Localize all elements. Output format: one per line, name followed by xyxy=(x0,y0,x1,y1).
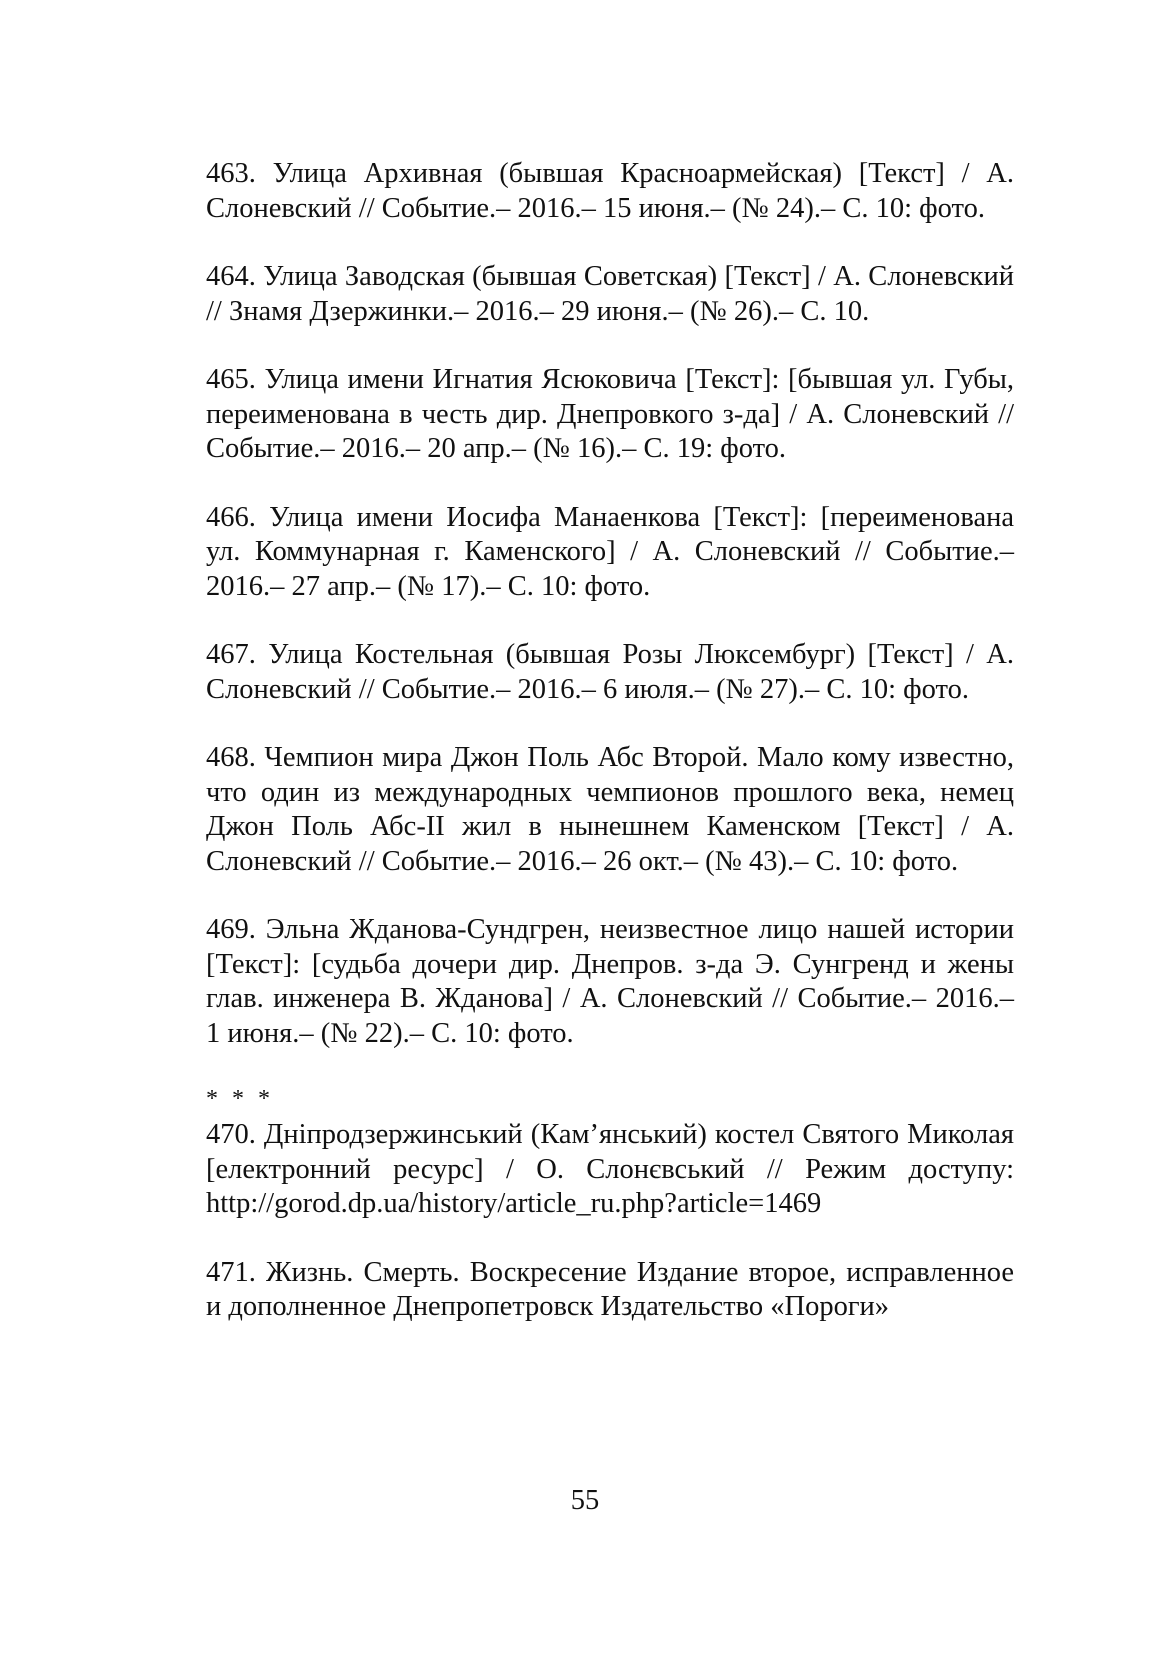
section-separator: * * * xyxy=(206,1086,274,1112)
bibliography-entry-468: 468. Чемпион мира Джон Поль Абс Второй. Мало кому известно, что один из международных чемпионов прошлого века, немец Джон Поль Абс-II жил в нынешнем Каменском [Текст] / А. Слоневский // Событие.– 2016.– 26 окт.– (№ 43).– С. 10: фото. xyxy=(206,742,1014,877)
bibliography-entry-467: 467. Улица Костельная (бывшая Розы Люксембург) [Текст] / А. Слоневский // Событие.– 2016.– 6 июля.– (№ 27).– С. 10: фото. xyxy=(206,639,1014,705)
bibliography-entry-466: 466. Улица имени Иосифа Манаенкова [Текст]: [переименована ул. Коммунарная г. Каменского] / А. Слоневский // Событие.– 2016.– 27 апр.– (№ 17).– С. 10: фото. xyxy=(206,501,1014,602)
bibliography-entry-471: 471. Жизнь. Смерть. Воскресение Издание второе, исправленное и дополненное Днепропетровск Издательство «Пороги» xyxy=(206,1256,1014,1322)
bibliography-page xyxy=(206,157,1014,1359)
bibliography-entry-469: 469. Эльна Жданова-Сундгрен, неизвестное лицо нашей истории [Текст]: [судьба дочери дир. Днепров. з-да Э. Сунгренд и жены глав. инженера В. Жданова] / А. Слоневский // Событие.– 2016.– 1 июня.– (№ 22).– С. 10: фото. xyxy=(206,914,1014,1049)
bibliography-entry-464: 464. Улица Заводская (бывшая Советская) [Текст] / А. Слоневский // Знамя Дзержинки.– 2016.– 29 июня.– (№ 26).– С. 10. xyxy=(206,261,1014,327)
bibliography-entry-470: 470. Дніпродзержинський (Кам’янський) костел Святого Миколая [електронний ресурс] / О. Слонєвський // Режим доступу: http://gorod.dp.ua/history/article_ru.php?article=1469 xyxy=(206,1119,1014,1219)
bibliography-entry-463: 463. Улица Архивная (бывшая Красноармейская) [Текст] / А. Слоневский // Событие.– 2016.– 15 июня.– (№ 24).– С. 10: фото. xyxy=(206,158,1014,224)
bibliography-entry-465: 465. Улица имени Игнатия Ясюковича [Текст]: [бывшая ул. Губы, переименована в честь дир. Днепровкого з-да] / А. Слоневский // Событие.– 2016.– 20 апр.– (№ 16).– С. 19: фото. xyxy=(206,364,1014,464)
page-number: 55 xyxy=(570,1485,600,1516)
